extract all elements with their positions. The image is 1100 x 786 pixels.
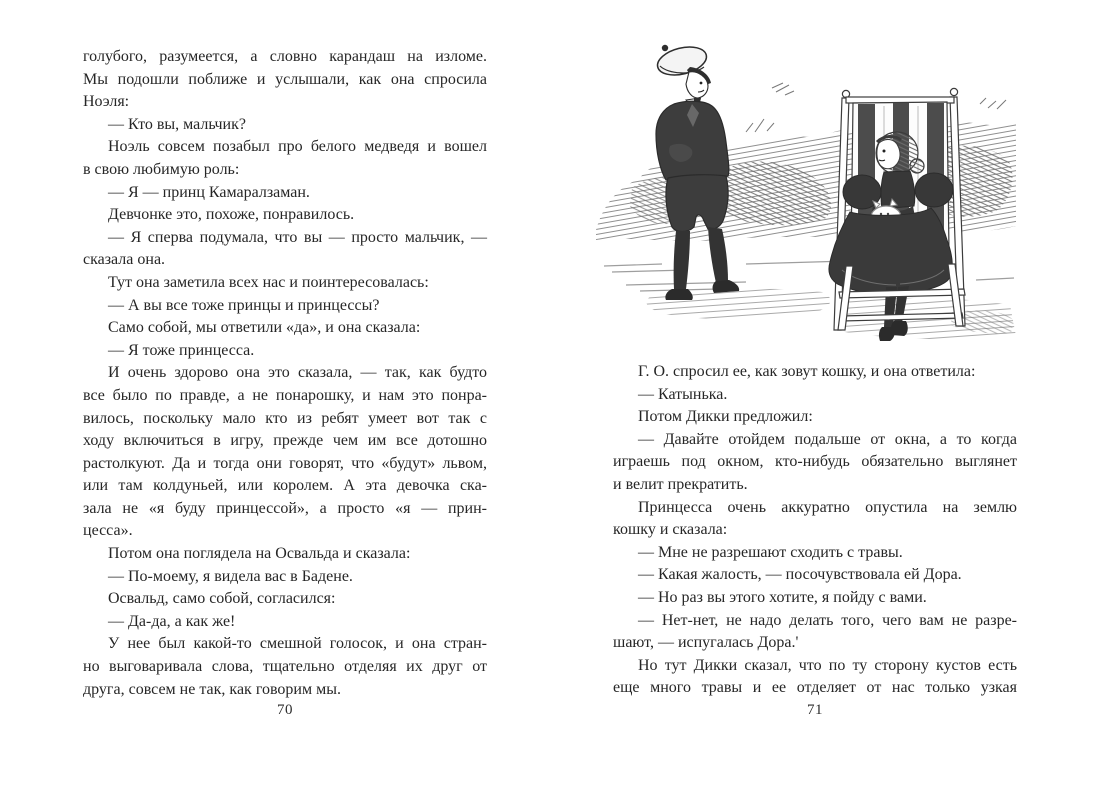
right-page-number: 71 [807, 702, 823, 718]
text-line: — Да-да, а как же! [108, 612, 236, 630]
text-line: еще много травы и ее отделяет от нас только узкая [613, 679, 1017, 697]
puff-sleeve-right [915, 173, 953, 207]
text-line: — Нет-нет, не надо делать того, чего вам не разре- [638, 611, 1017, 629]
garden-scene-drawing [596, 34, 1016, 358]
hair-bun [910, 159, 924, 173]
left-page-text [83, 46, 487, 701]
beret-pompom [662, 45, 668, 51]
text-line: но выговаривала слова, тщательно отделяя их друг от [83, 658, 487, 676]
text-line: И очень здорово она это сказала, — так, как будто [108, 364, 487, 382]
text-line: Мы подошли поближе и услышали, как она спросила [83, 70, 487, 88]
text-line: играешь под окном, кто-нибудь обязательно выглянет [613, 453, 1017, 471]
text-line: Тут она заметила всех нас и поинтересовалась: [108, 273, 429, 291]
text-line: Потом она поглядела на Освальда и сказала: [108, 545, 411, 563]
boy-figure [655, 42, 740, 300]
text-line: или там колдуньей, или королем. А эта девочка ска- [83, 477, 487, 495]
text-line: все было по правде, а не понарошку, и нам это понра- [83, 386, 487, 404]
text-line: — Но раз вы этого хотите, я пойду с вами. [638, 588, 927, 606]
shoe-left [665, 289, 692, 300]
text-line: и велит прекратить. [613, 475, 748, 493]
text-line: Ноэль совсем позабыл про белого медведя и вошел [108, 138, 487, 156]
girl-face [877, 139, 900, 168]
text-line: Но тут Дикки сказал, что по ту сторону кустов есть [638, 656, 1017, 674]
text-line: сказала она. [83, 251, 166, 269]
right-page-text [613, 361, 1017, 700]
text-line: голубого, разумеется, а словно карандаш на изломе. [83, 48, 487, 65]
text-line: Девчонке это, похоже, понравилось. [108, 206, 355, 224]
text-line: Принцесса очень аккуратно опустила на землю [638, 498, 1017, 516]
text-line: кошку и сказала: [613, 521, 728, 539]
text-line: в свою любимую роль: [83, 160, 240, 178]
text-line: Само собой, мы ответили «да», и она сказала: [108, 319, 421, 337]
text-line: — Какая жалость, — посочувствовала ей Дора. [638, 566, 962, 584]
text-line: вилось, поскольку мало кто из ребят умеет вот так с [83, 409, 487, 427]
stocking-left [674, 231, 690, 289]
text-line: У нее был какой-то смешной голосок, и она стран- [108, 635, 487, 653]
text-line: — Я тоже принцесса. [108, 341, 255, 359]
illustration [596, 34, 1016, 358]
text-line: — А вы все тоже принцы и принцессы? [108, 296, 380, 314]
text-line: — Я сперва подумала, что вы — просто мальчик, — [108, 228, 487, 246]
text-line: растолкуют. Да и тогда они говорят, что «будут» львом, [83, 454, 487, 472]
left-page-number: 70 [277, 702, 293, 718]
text-line: — Я — принц Камаралзаман. [108, 183, 310, 201]
text-line: цесса». [83, 522, 133, 540]
text-line: ходу включиться в игру, прежде чем им все дотошно [83, 432, 487, 450]
text-line: — По-моему, я видела вас в Бадене. [108, 567, 353, 585]
text-line: — Мне не разрешают сходить с травы. [638, 543, 903, 561]
text-line: — Давайте отойдем подальше от окна, а то когда [638, 430, 1017, 448]
text-line: Потом Дикки предложил: [638, 408, 813, 426]
text-line: Освальд, само собой, согласился: [108, 590, 336, 608]
text-line: — Катынька. [638, 385, 728, 403]
text-line: друга, совсем не так, как говорим мы. [83, 680, 341, 698]
text-line: Г. О. спросил ее, как зовут кошку, и она ответила: [638, 363, 976, 380]
text-line: шают, — испугалась Дора.' [613, 634, 799, 652]
text-line: зала не «я буду принцессой», а просто «я — прин- [83, 499, 487, 517]
text-line: — Кто вы, мальчик? [108, 115, 246, 133]
text-line: Ноэля: [83, 93, 130, 111]
